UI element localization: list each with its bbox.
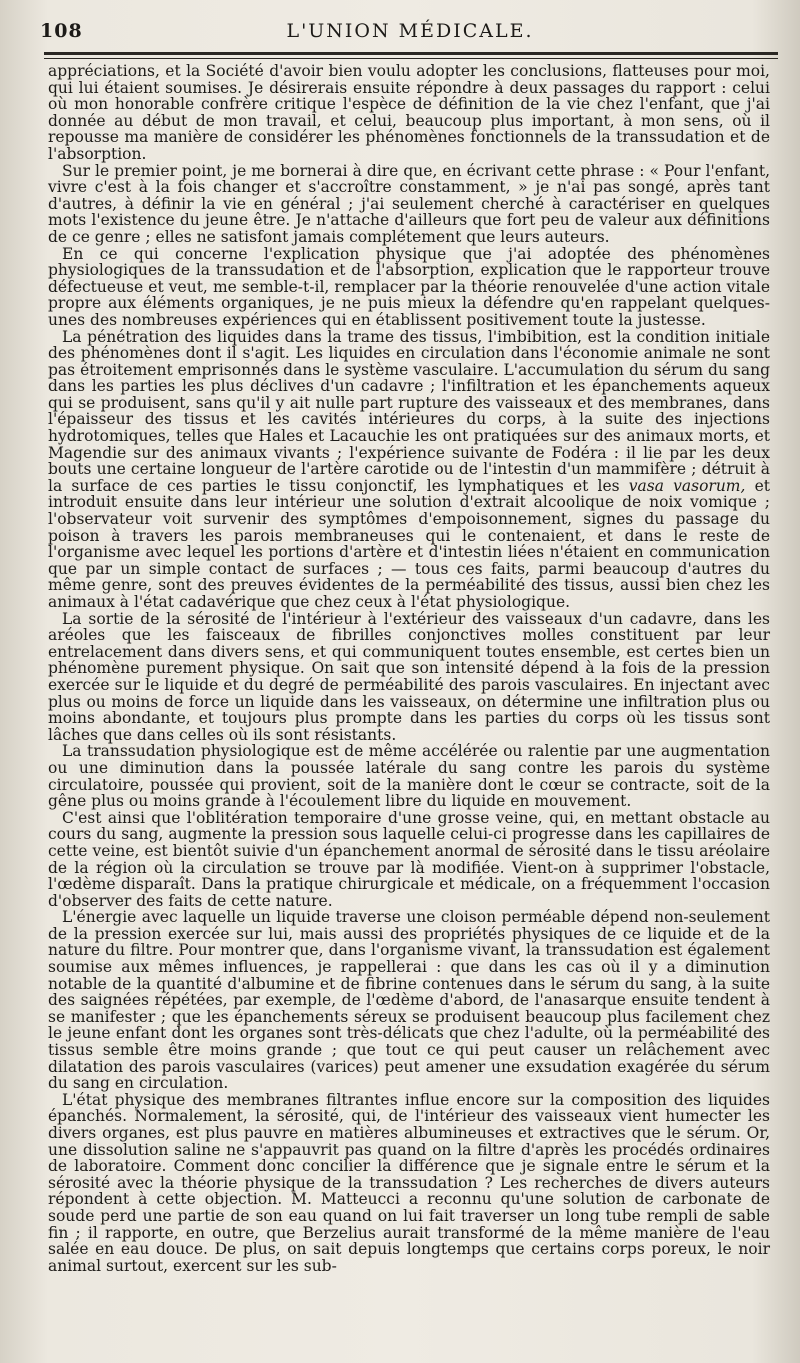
paragraph: La sortie de la sérosité de l'intérieur à l'extérieur des vaisseaux d'un cadavre, dans les aréoles que les faisceaux de fibrilles conjonctives molles constituent par leur entrelacement dans divers sens, et qui communiquent toutes ensemble, est certes bien un phénomène purement physique. On sait que son intensité dépend à la fois de la pression exercée sur le liquide et du degré de perméabilité des parois vasculaires. En injectant avec plus ou moins de force un liquide dans les vaisseaux, on détermine une infiltration plus ou moins abondante, et toujours plus prompte dans les parties du corps où les tissus sont lâches que dans celles où ils sont résistants. <box>48 609 770 744</box>
page-number: 108 <box>40 20 83 42</box>
paragraph: L'état physique des membranes filtrantes influe encore sur la composition des liquides épanchés. Normalement, la sérosité, qui, de l'intérieur des vaisseaux vient humecter les divers organes, est plus pauvre en matières albumineuses et extractives que le sérum. Or, une dissolution saline ne s'appauvrit pas quand on la filtre d'après les procédés ordinaires de laboratoire. Comment donc concilier la différence que je signale entre le sérum et la sérosité avec la théorie physique de la transsudation ? Les recherches de divers auteurs répondent à cette objection. M. Matteucci a reconnu qu'une solution de carbonate de soude perd une partie de son eau quand on lui fait traverser un long tube rempli de sable fin ; il rapporte, en outre, que Berzelius aurait transformé de la même manière de l'eau salée en eau douce. De plus, on sait depuis longtemps que certains corps poreux, le noir animal surtout, exercent sur les sub- <box>48 1090 770 1275</box>
paragraph: C'est ainsi que l'oblitération temporaire d'une grosse veine, qui, en mettant obstacle au cours du sang, augmente la pression sous laquelle celui-ci progresse dans les capillaires de cette veine, est bientôt suivie d'un épanchement anormal de sérosité dans le tissu aréolaire de la région où la circulation se trouve par là modifiée. Vient-on à supprimer l'obstacle, l'œdème disparaît. Dans la pratique chirurgicale et médicale, on a fréquemment l'occasion d'observer des faits de cette nature. <box>48 808 770 910</box>
italic-term: vasa vasorum, <box>628 476 746 495</box>
paragraph <box>48 329 770 611</box>
paragraph-text: et introduit ensuite dans leur intérieur une solution d'extrait alcoolique de noix vomique ; l'observateur voit survenir des symptômes d'empoisonnement, signes du passage du poison à travers les parois membraneuses qui le contenaient, et dans le reste de l'organisme avec lequel les portions d'artère et d'intestin liées n'étaient en communication que par un simple contact de surfaces ; — tous ces faits, parmi beaucoup d'autres du même genre, sont des preuves évidentes de la perméabilité des tissus, aussi bien chez les animaux à l'état cadavérique que chez ceux à l'état physiologique. <box>48 476 770 611</box>
header-rule <box>44 52 778 59</box>
running-title: L'UNION MÉDICALE. <box>286 20 534 42</box>
paragraph: La transsudation physiologique est de même accélérée ou ralentie par une augmentation ou une diminution dans la poussée latérale du sang contre les parois du système circulatoire, poussée qui provient, soit de la manière dont le cœur se contracte, soit de la gêne plus ou moins grande à l'écoulement libre du liquide en mouvement. <box>48 742 770 811</box>
article-body <box>48 63 770 1349</box>
paragraph: L'énergie avec laquelle un liquide traverse une cloison perméable dépend non-seulement de la pression exercée sur lui, mais aussi des propriétés physiques de ce liquide et de la nature du filtre. Pour montrer que, dans l'organisme vivant, la transsudation est également soumise aux mêmes influences, je rappellerai : que dans les cas où il y a diminution notable de la quantité d'albumine et de fibrine contenues dans le sérum du sang, à la suite des saignées répétées, par exemple, de l'œdème d'abord, de l'anasarque ensuite tendent à se manifester ; que les épanchements séreux se produisent beaucoup plus facilement chez le jeune enfant dont les organes sont très-délicats que chez l'adulte, où la perméabilité des tissus semble être moins grande ; que tout ce qui peut causer un relâchement avec dilatation des parois vasculaires (varices) peut amener une exsudation exagérée du sérum du sang en circulation. <box>48 908 770 1093</box>
page-header <box>40 18 780 52</box>
paragraph-text: La pénétration des liquides dans la trame des tissus, l'imbibition, est la condition initiale des phénomènes dont il s'agit. Les liquides en circulation dans l'économie animale ne sont pas étroitement emprisonnés dans le système vasculaire. L'accumulation du sérum du sang dans les parties les plus déclives d'un cadavre ; l'infiltration et les épanchements aqueux qui se produisent, sans qu'il y ait nulle part rupture des vaisseaux et des membranes, dans l'épaisseur des tissus et les cavités intérieures du corps, à la suite des injections hydrotomiques, telles que Hales et Lacauchie les ont pratiquées sur des animaux morts, et Magendie sur des animaux vivants ; l'expérience suivante de Fodéra : il lie par les deux bouts une certaine longueur de l'artère carotide ou de l'intestin d'un mammifère ; détruit à la surface de ces parties le tissu conjonctif, les lymphatiques et les <box>48 327 770 495</box>
paragraph: En ce qui concerne l'explication physique que j'ai adoptée des phénomènes physiologiques de la transsudation et de l'absorption, explication que le rapporteur trouve défectueuse et veut, me semble-t-il, remplacer par la théorie renouvelée d'une action vitale propre aux éléments organiques, je ne puis mieux la défendre qu'en rappelant quelques-unes des nombreuses expériences qui en établissent positivement toute la justesse. <box>48 244 770 329</box>
paragraph: appréciations, et la Société d'avoir bien voulu adopter les conclusions, flatteuses pour moi, qui lui étaient soumises. Je désirerais ensuite répondre à deux passages du rapport : celui où mon honorable confrère critique l'espèce de définition de la vie chez l'enfant, que j'ai donnée au début de mon travail, et celui, beaucoup plus important, à mon sens, où il repousse ma manière de considérer les phénomènes fonctionnels de la transsudation et de l'absorption. <box>48 62 770 163</box>
paragraph: Sur le premier point, je me bornerai à dire que, en écrivant cette phrase : « Pour l'enfant, vivre c'est à la fois changer et s'accroître constamment, » je n'ai pas songé, après tant d'autres, à définir la vie en général ; j'ai seulement cherché à caractériser en quelques mots l'existence du jeune être. Je n'attache d'ailleurs que fort peu de valeur aux définitions de ce genre ; elles ne satisfont jamais complétement que leurs auteurs. <box>48 161 770 246</box>
